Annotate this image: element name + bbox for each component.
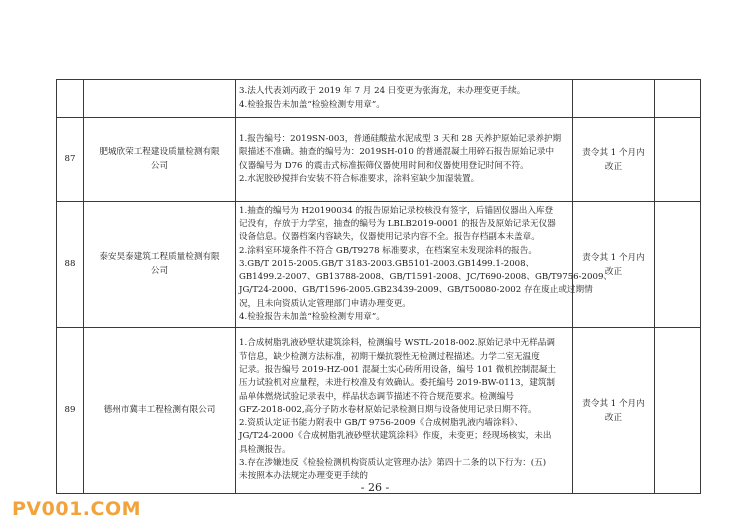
organization-name-line: 肥城欣荣工程建设质量检测有限 [99, 147, 220, 158]
table-row [57, 328, 701, 494]
corrective-action [573, 80, 655, 118]
corrective-action-line: 责令其 1 个月内 [582, 398, 645, 409]
issue-line: 2.资质认定证书能力附表中 GB/T 9756-2009《合成树脂乳液内墙涂料》、 [239, 418, 524, 429]
remarks-cell [655, 80, 701, 118]
issue-line: 4.检验报告未加盖“检验检测专用章”。 [239, 312, 385, 323]
issues-description [236, 328, 573, 494]
issue-line: 压力试验机对应量程，未进行校准及有效确认。委托编号 2019-BW-0113，建筑制 [239, 378, 556, 389]
row-number [57, 80, 84, 118]
organization-name-line: 公司 [150, 160, 169, 171]
corrective-action-line: 改正 [604, 412, 623, 423]
issue-line: GB1499.2-2007、GB13788-2008、GB/T1591-2008、JC/T690-2008、GB/T9756-2009、 [239, 272, 613, 283]
table-row [57, 80, 701, 118]
issue-line: 节信息，缺少检测方法标准，初期干燥抗裂性无检测过程描述。力学二室无温度 [239, 351, 540, 362]
row-number: 89 [57, 328, 84, 494]
issue-line: 1.合成树脂乳液砂壁状建筑涂料，检测编号 WSTL-2018-002.原始记录中无样品调 [239, 338, 555, 349]
issue-line: GFZ-2018-002,高分子防水卷材原始记录检测日期与设备使用记录日期不符。 [239, 404, 537, 415]
organization-name-line: 德州市冀丰工程检测有限公司 [103, 404, 216, 415]
issue-line: 2.涂料室环境条件不符合 GB/T9278 标准要求，在档案室未发现涂料的报告。 [239, 245, 537, 256]
organization-name-line: 泰安昊泰建筑工程质量检测有限 [99, 252, 220, 263]
issue-line: 3.存在涉嫌违反《检验检测机构资质认定管理办法》第四十二条的以下行为：(五) [239, 458, 547, 469]
table-row [57, 118, 701, 202]
corrective-action [573, 118, 655, 202]
row-number: 87 [57, 118, 84, 202]
issue-line: 品单体燃烧试验记录表中，样品状态调节描述不符合规范要求。检测编号 [239, 391, 515, 402]
organization-name [84, 202, 236, 328]
organization-name [84, 118, 236, 202]
issue-line: 设备信息。仪器档案内容缺失，仪器使用记录内容不全。报告存档副本未盖章。 [239, 232, 540, 243]
issue-line: 4.检验报告未加盖“检验检测专用章”。 [239, 99, 385, 110]
issue-line: 仪器编号为 D76 的震击式标准振筛仪器使用时间和仪器使用登记时间不符。 [239, 160, 529, 171]
issues-description [236, 202, 613, 328]
issue-line: 具检测报告。 [239, 444, 291, 455]
issue-line: 3.GB/T 2015-2005.GB/T 3183-2003.GB5101-2003.GB1499.1-2008、 [239, 258, 535, 269]
issue-line: 况，且未向资质认定管理部门申请办理变更。 [239, 298, 411, 309]
organization-name [84, 80, 236, 118]
remarks-cell [655, 202, 701, 328]
corrective-action [573, 328, 655, 494]
remarks-cell [655, 328, 701, 494]
remarks-cell [655, 118, 701, 202]
issue-line: 记没有，存放于力学室，抽查的编号为 LBLB2019-0001 的报告及原始记录无仪器 [239, 218, 556, 229]
corrective-action-line: 改正 [604, 266, 623, 277]
row-number: 88 [57, 202, 84, 328]
issue-line: 3.法人代表刘丙政于 2019 年 7 月 24 日变更为张海龙，未办理变更手续。 [239, 86, 526, 97]
issues-description [236, 118, 573, 202]
corrective-action-line: 改正 [604, 161, 623, 172]
issue-line: JG/T24-2000《合成树脂乳液砂壁状建筑涂料》作废，未变更；经现场核实，未出 [239, 431, 552, 442]
issues-description [236, 80, 573, 118]
issue-line: 未按照本办法规定办理变更手续的 [239, 471, 368, 482]
issue-line: 1.抽查的编号为 H20190034 的报告原始记录校核没有签字，后锚固仪器出入库登 [239, 205, 554, 216]
issue-line: 2.水泥胶砂搅拌台安装不符合标准要求，涂料室缺少加湿装置。 [239, 173, 480, 184]
watermark-logo: PV001.COM [12, 498, 142, 520]
page-number: - 26 - [360, 481, 390, 494]
organization-name-line: 公司 [150, 265, 169, 276]
issue-line: 记录。报告编号 2019-HZ-001 混凝土实心砖所用设备，编号 101 微机控制混凝土 [239, 364, 556, 375]
corrective-action-line: 责令其 1 个月内 [582, 252, 645, 263]
inspection-results-table [56, 79, 701, 494]
issue-line: 1.报告编号：2019SN-003，普通硅酸盐水泥成型 3 天和 28 天养护原始记录养护期 [239, 133, 562, 144]
organization-name [84, 328, 236, 494]
corrective-action-line: 责令其 1 个月内 [582, 147, 645, 158]
issue-line: JG/T24-2000、GB/T1596-2005.GB23439-2009、GB/T50080-2002 存在废止或过期情 [239, 285, 593, 296]
table-row [57, 202, 701, 328]
issue-line: 限描述不准确。抽查的编号为：2019SH-010 的普通混凝土用碎石报告原始记录中 [239, 147, 555, 158]
corrective-action [573, 202, 655, 328]
